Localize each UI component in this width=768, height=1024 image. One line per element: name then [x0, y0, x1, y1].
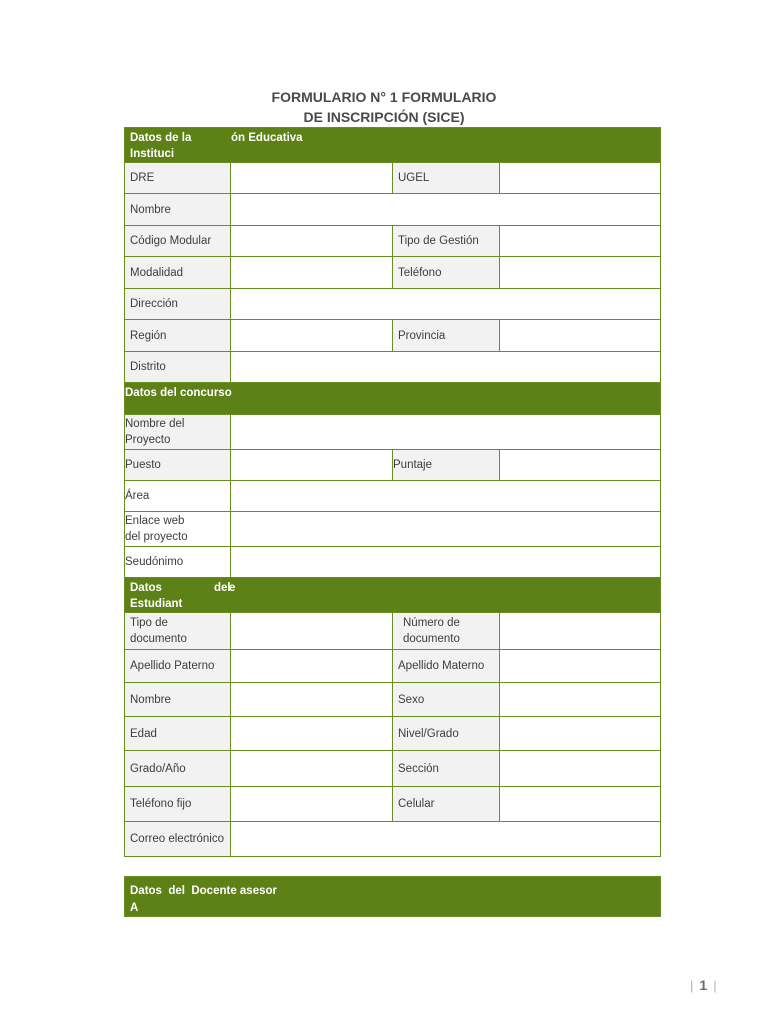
- telefono-fijo-label: Teléfono fijo: [125, 787, 231, 822]
- puntaje-label: Puntaje: [393, 450, 500, 481]
- row-telefono-celular: [125, 787, 661, 822]
- page-number: [690, 977, 717, 993]
- contest-section-header: [125, 383, 661, 415]
- telefono-fijo-field[interactable]: [231, 787, 393, 822]
- institution-header-part3: Instituci: [130, 148, 175, 160]
- ugel-label: UGEL: [393, 163, 500, 194]
- institution-header-part1: Datos de la: [130, 132, 192, 144]
- edad-label: Edad: [125, 717, 231, 751]
- page-number-value: 1: [699, 977, 708, 993]
- form-title-line2: DE INSCRIPCIÓN (SICE): [303, 109, 465, 125]
- student-header-part4: Estudiant: [130, 598, 183, 610]
- tipo-documento-field[interactable]: [231, 613, 393, 650]
- grado-anio-field[interactable]: [231, 751, 393, 787]
- row-modalidad-telefono: [125, 257, 661, 289]
- advisor-section-header: [125, 877, 661, 917]
- edad-field[interactable]: [231, 717, 393, 751]
- institution-name-field[interactable]: [231, 194, 661, 226]
- correo-field[interactable]: [231, 822, 661, 857]
- student-name-label: Nombre: [125, 683, 231, 717]
- apellido-paterno-field[interactable]: [231, 650, 393, 683]
- region-field[interactable]: [231, 320, 393, 352]
- enlace-web-label: [125, 512, 231, 547]
- numero-documento-label-line2: documento: [403, 633, 460, 645]
- distrito-field[interactable]: [231, 352, 661, 383]
- puntaje-field[interactable]: [500, 450, 661, 481]
- grado-anio-label: Grado/Año: [125, 751, 231, 787]
- row-region-provincia: [125, 320, 661, 352]
- telefono-label: Teléfono: [393, 257, 500, 289]
- numero-documento-label: [393, 613, 500, 650]
- nivel-grado-field[interactable]: [500, 717, 661, 751]
- row-direccion: [125, 289, 661, 320]
- direccion-field[interactable]: [231, 289, 661, 320]
- institution-header-part2: ón Educativa: [231, 132, 303, 144]
- seccion-label: Sección: [393, 751, 500, 787]
- codigo-modular-label: Código Modular: [125, 226, 231, 257]
- row-nombre-ie: [125, 194, 661, 226]
- puesto-label: Puesto: [125, 450, 231, 481]
- ugel-field[interactable]: [500, 163, 661, 194]
- nombre-proyecto-label-line2: Proyecto: [125, 434, 171, 446]
- puesto-field[interactable]: [231, 450, 393, 481]
- row-enlace-web: [125, 512, 661, 547]
- advisor-header-line2: A: [130, 901, 139, 914]
- row-documento: [125, 613, 661, 650]
- institution-section-header: [125, 128, 661, 163]
- row-area: [125, 481, 661, 512]
- sexo-label: Sexo: [393, 683, 500, 717]
- contest-header-label: Datos del concurso: [125, 387, 232, 399]
- apellido-materno-label: Apellido Materno: [393, 650, 500, 683]
- celular-field[interactable]: [500, 787, 661, 822]
- numero-documento-field[interactable]: [500, 613, 661, 650]
- student-section-header: [125, 578, 661, 613]
- enlace-web-label-line2: del proyecto: [125, 531, 188, 543]
- row-nombre-proyecto: [125, 415, 661, 450]
- apellido-paterno-label: Apellido Paterno: [125, 650, 231, 683]
- inscription-form-table: [124, 127, 661, 857]
- nivel-grado-label: Nivel/Grado: [393, 717, 500, 751]
- telefono-field[interactable]: [500, 257, 661, 289]
- nombre-proyecto-label-line1: Nombre del: [125, 418, 185, 430]
- enlace-web-field[interactable]: [231, 512, 661, 547]
- modalidad-field[interactable]: [231, 257, 393, 289]
- celular-label: Celular: [393, 787, 500, 822]
- seccion-field[interactable]: [500, 751, 661, 787]
- correo-label: Correo electrónico: [125, 822, 231, 857]
- tipo-gestion-label: Tipo de Gestión: [393, 226, 500, 257]
- codigo-modular-field[interactable]: [231, 226, 393, 257]
- seudonimo-field[interactable]: [231, 547, 661, 578]
- row-nombre-sexo: [125, 683, 661, 717]
- row-grado-seccion: [125, 751, 661, 787]
- provincia-label: Provincia: [393, 320, 500, 352]
- form-title-line1: FORMULARIO N° 1 FORMULARIO: [271, 89, 497, 105]
- student-header-part3: e: [229, 582, 236, 594]
- tipo-gestion-field[interactable]: [500, 226, 661, 257]
- advisor-header-line1: Datos del Docente asesor: [130, 884, 277, 897]
- tipo-documento-label: [125, 613, 231, 650]
- nombre-proyecto-label: [125, 415, 231, 450]
- dre-label: DRE: [125, 163, 231, 194]
- direccion-label: Dirección: [125, 289, 231, 320]
- row-puesto-puntaje: [125, 450, 661, 481]
- seudonimo-label: Seudónimo: [125, 547, 231, 578]
- area-field[interactable]: [231, 481, 661, 512]
- modalidad-label: Modalidad: [125, 257, 231, 289]
- page-number-separator-left: |: [690, 978, 694, 993]
- nombre-proyecto-field[interactable]: [231, 415, 661, 450]
- tipo-documento-label-line2: documento: [130, 633, 187, 645]
- row-correo: [125, 822, 661, 857]
- row-seudonimo: [125, 547, 661, 578]
- advisor-table: [124, 876, 661, 917]
- row-distrito: [125, 352, 661, 383]
- provincia-field[interactable]: [500, 320, 661, 352]
- apellido-materno-field[interactable]: [500, 650, 661, 683]
- dre-field[interactable]: [231, 163, 393, 194]
- region-label: Región: [125, 320, 231, 352]
- row-apellidos: [125, 650, 661, 683]
- enlace-web-label-line1: Enlace web: [125, 515, 185, 527]
- form-title: [0, 87, 768, 127]
- institution-name-label: Nombre: [125, 194, 231, 226]
- area-label: Área: [125, 481, 231, 512]
- sexo-field[interactable]: [500, 683, 661, 717]
- row-edad-nivel: [125, 717, 661, 751]
- student-header-part1: Datos: [130, 582, 162, 594]
- numero-documento-label-line1: Número de: [403, 617, 460, 629]
- student-name-field[interactable]: [231, 683, 393, 717]
- tipo-documento-label-line1: Tipo de: [130, 617, 168, 629]
- page-number-separator-right: |: [713, 978, 717, 993]
- student-header-part2: del: [214, 582, 231, 594]
- row-codigo-gestion: [125, 226, 661, 257]
- row-dre-ugel: [125, 163, 661, 194]
- distrito-label: Distrito: [125, 352, 231, 383]
